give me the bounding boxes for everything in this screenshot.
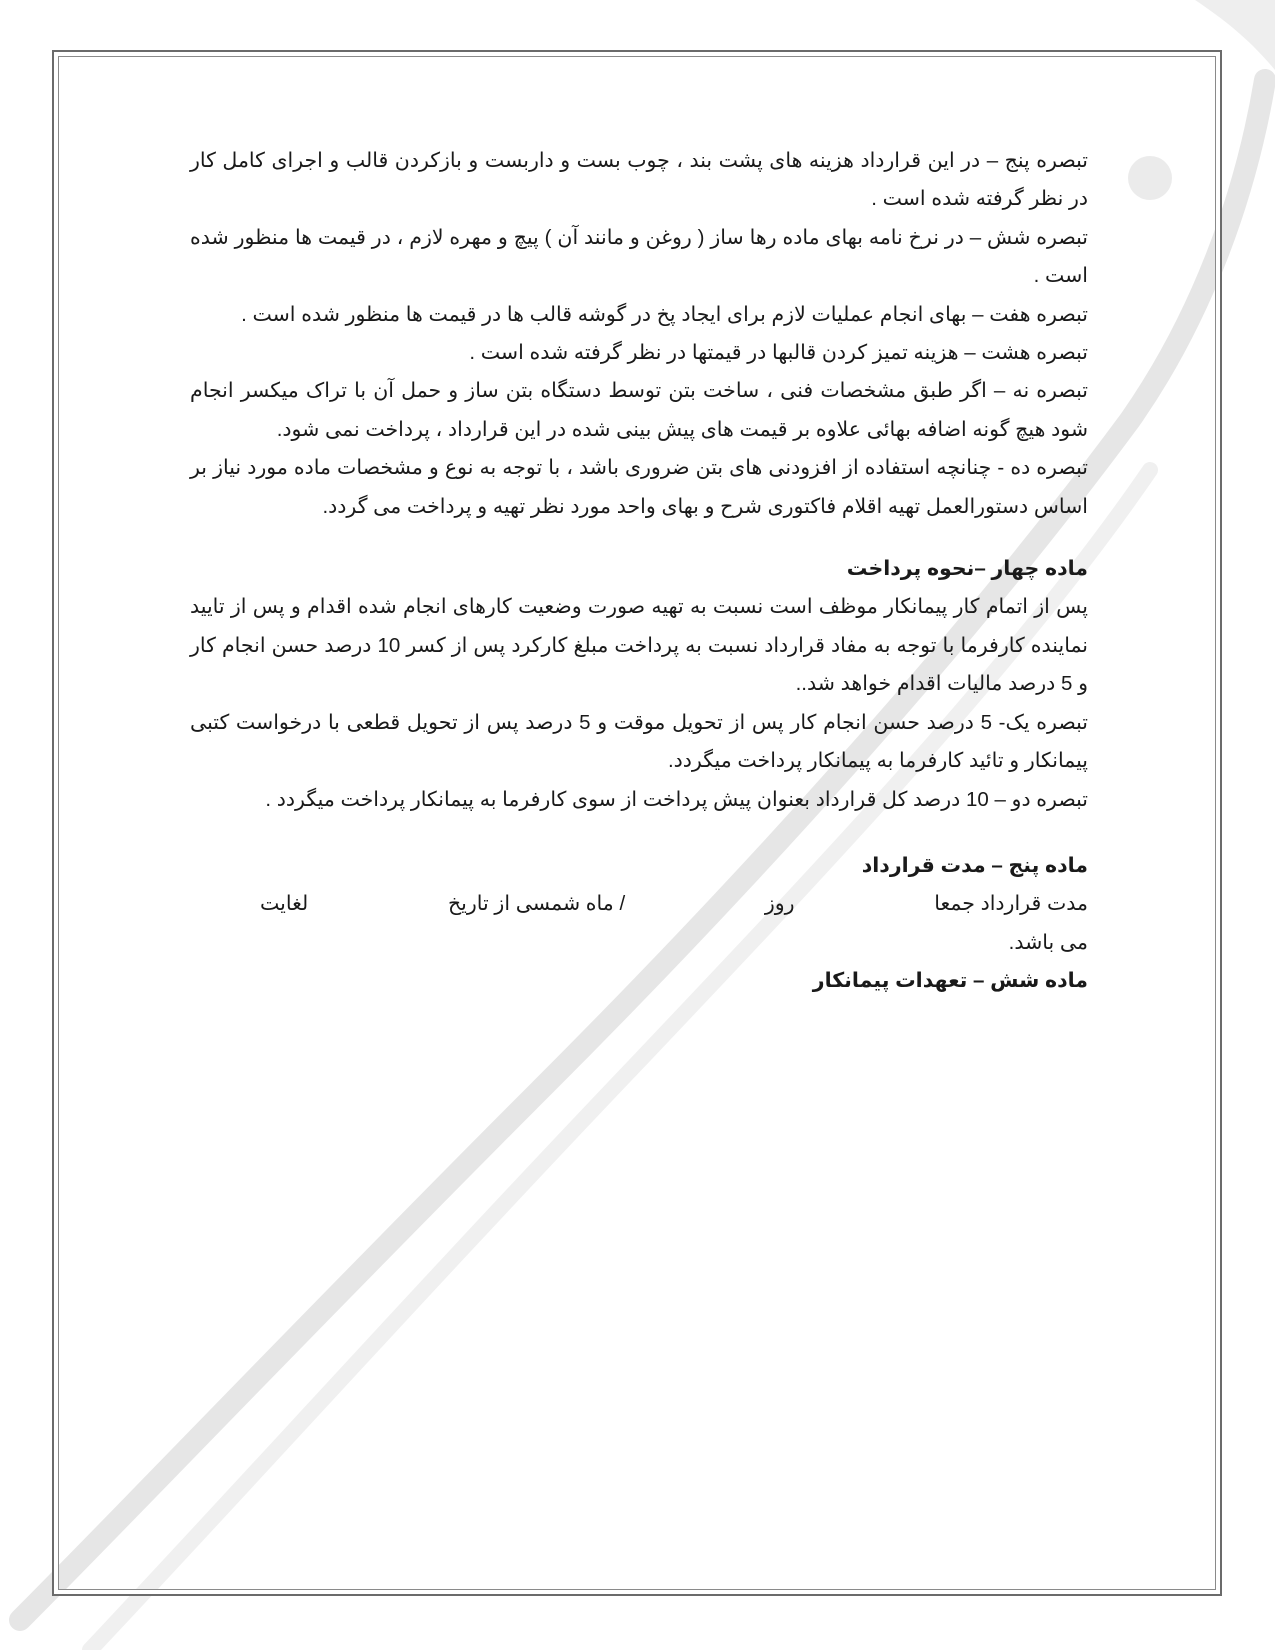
note-five: تبصره پنج – در این قرارداد هزینه های پشت بند ، چوب بست و داربست و بازکردن قالب و اجرای کامل کار در نظر گرفته شده است . bbox=[190, 149, 1088, 211]
article-five-heading: ماده پنج – مدت قرارداد bbox=[861, 853, 1088, 877]
duration-from-date: / ماه شمسی از تاریخ bbox=[447, 892, 626, 916]
contract-duration-line bbox=[260, 885, 1088, 923]
article-four-heading: ماده چهار –نحوه پرداخت bbox=[846, 557, 1088, 581]
duration-until: لغایت bbox=[260, 892, 309, 916]
duration-label: مدت قرارداد جمعا bbox=[934, 892, 1088, 916]
article-six-heading: ماده شش – تعهدات پیمانکار bbox=[812, 969, 1088, 993]
article-four-note-two: تبصره دو – 10 درصد کل قرارداد بعنوان پیش پرداخت از سوی کارفرما به پیمانکار پرداخت میگردد . bbox=[265, 787, 1088, 811]
duration-end: می باشد. bbox=[1008, 930, 1088, 954]
note-nine: تبصره نه – اگر طبق مشخصات فنی ، ساخت بتن توسط دستگاه بتن ساز و حمل آن با تراک میکسر انجام شود هیچ گونه اضافه بهائی علاوه بر قیمت های پیش بینی شده در این قرارداد ، پرداخت نمی شود. bbox=[190, 379, 1088, 441]
note-seven: تبصره هفت – بهای انجام عملیات لازم برای ایجاد پخ در گوشه قالب ها در قیمت ها منظور شده است . bbox=[241, 302, 1088, 326]
document-body bbox=[190, 142, 1088, 1001]
note-eight: تبصره هشت – هزینه تمیز کردن قالبها در قیمتها در نظر گرفته شده است . bbox=[469, 341, 1088, 365]
duration-days: روز bbox=[764, 892, 795, 916]
article-four-note-one: تبصره یک- 5 درصد حسن انجام کار پس از تحویل موقت و 5 درصد پس از تحویل قطعی با درخواست کتبی پیمانکار و تائید کارفرما به پیمانکار پرداخت میگردد. bbox=[190, 710, 1088, 773]
note-six: تبصره شش – در نرخ نامه بهای ماده رها ساز ( روغن و مانند آن ) پیچ و مهره لازم ، در قیمت ها منظور شده است . bbox=[190, 225, 1088, 288]
article-four-body: پس از اتمام کار پیمانکار موظف است نسبت به تهیه صورت وضعیت کارهای انجام شده اقدام و پس از تایید نماینده کارفرما با توجه به مفاد قرارداد نسبت به پرداخت مبلغ کارکرد پس از کسر 10 درصد حسن انجام کار و 5 درصد مالیات اقدام خواهد شد.. bbox=[190, 595, 1088, 696]
note-ten: تبصره ده - چنانچه استفاده از افزودنی های بتن ضروری باشد ، با توجه به نوع و مشخصات ماده مورد نیاز بر اساس دستورالعمل تهیه اقلام فاکتوری شرح و بهای واحد مورد نظر تهیه و پرداخت می گردد. bbox=[190, 456, 1088, 518]
